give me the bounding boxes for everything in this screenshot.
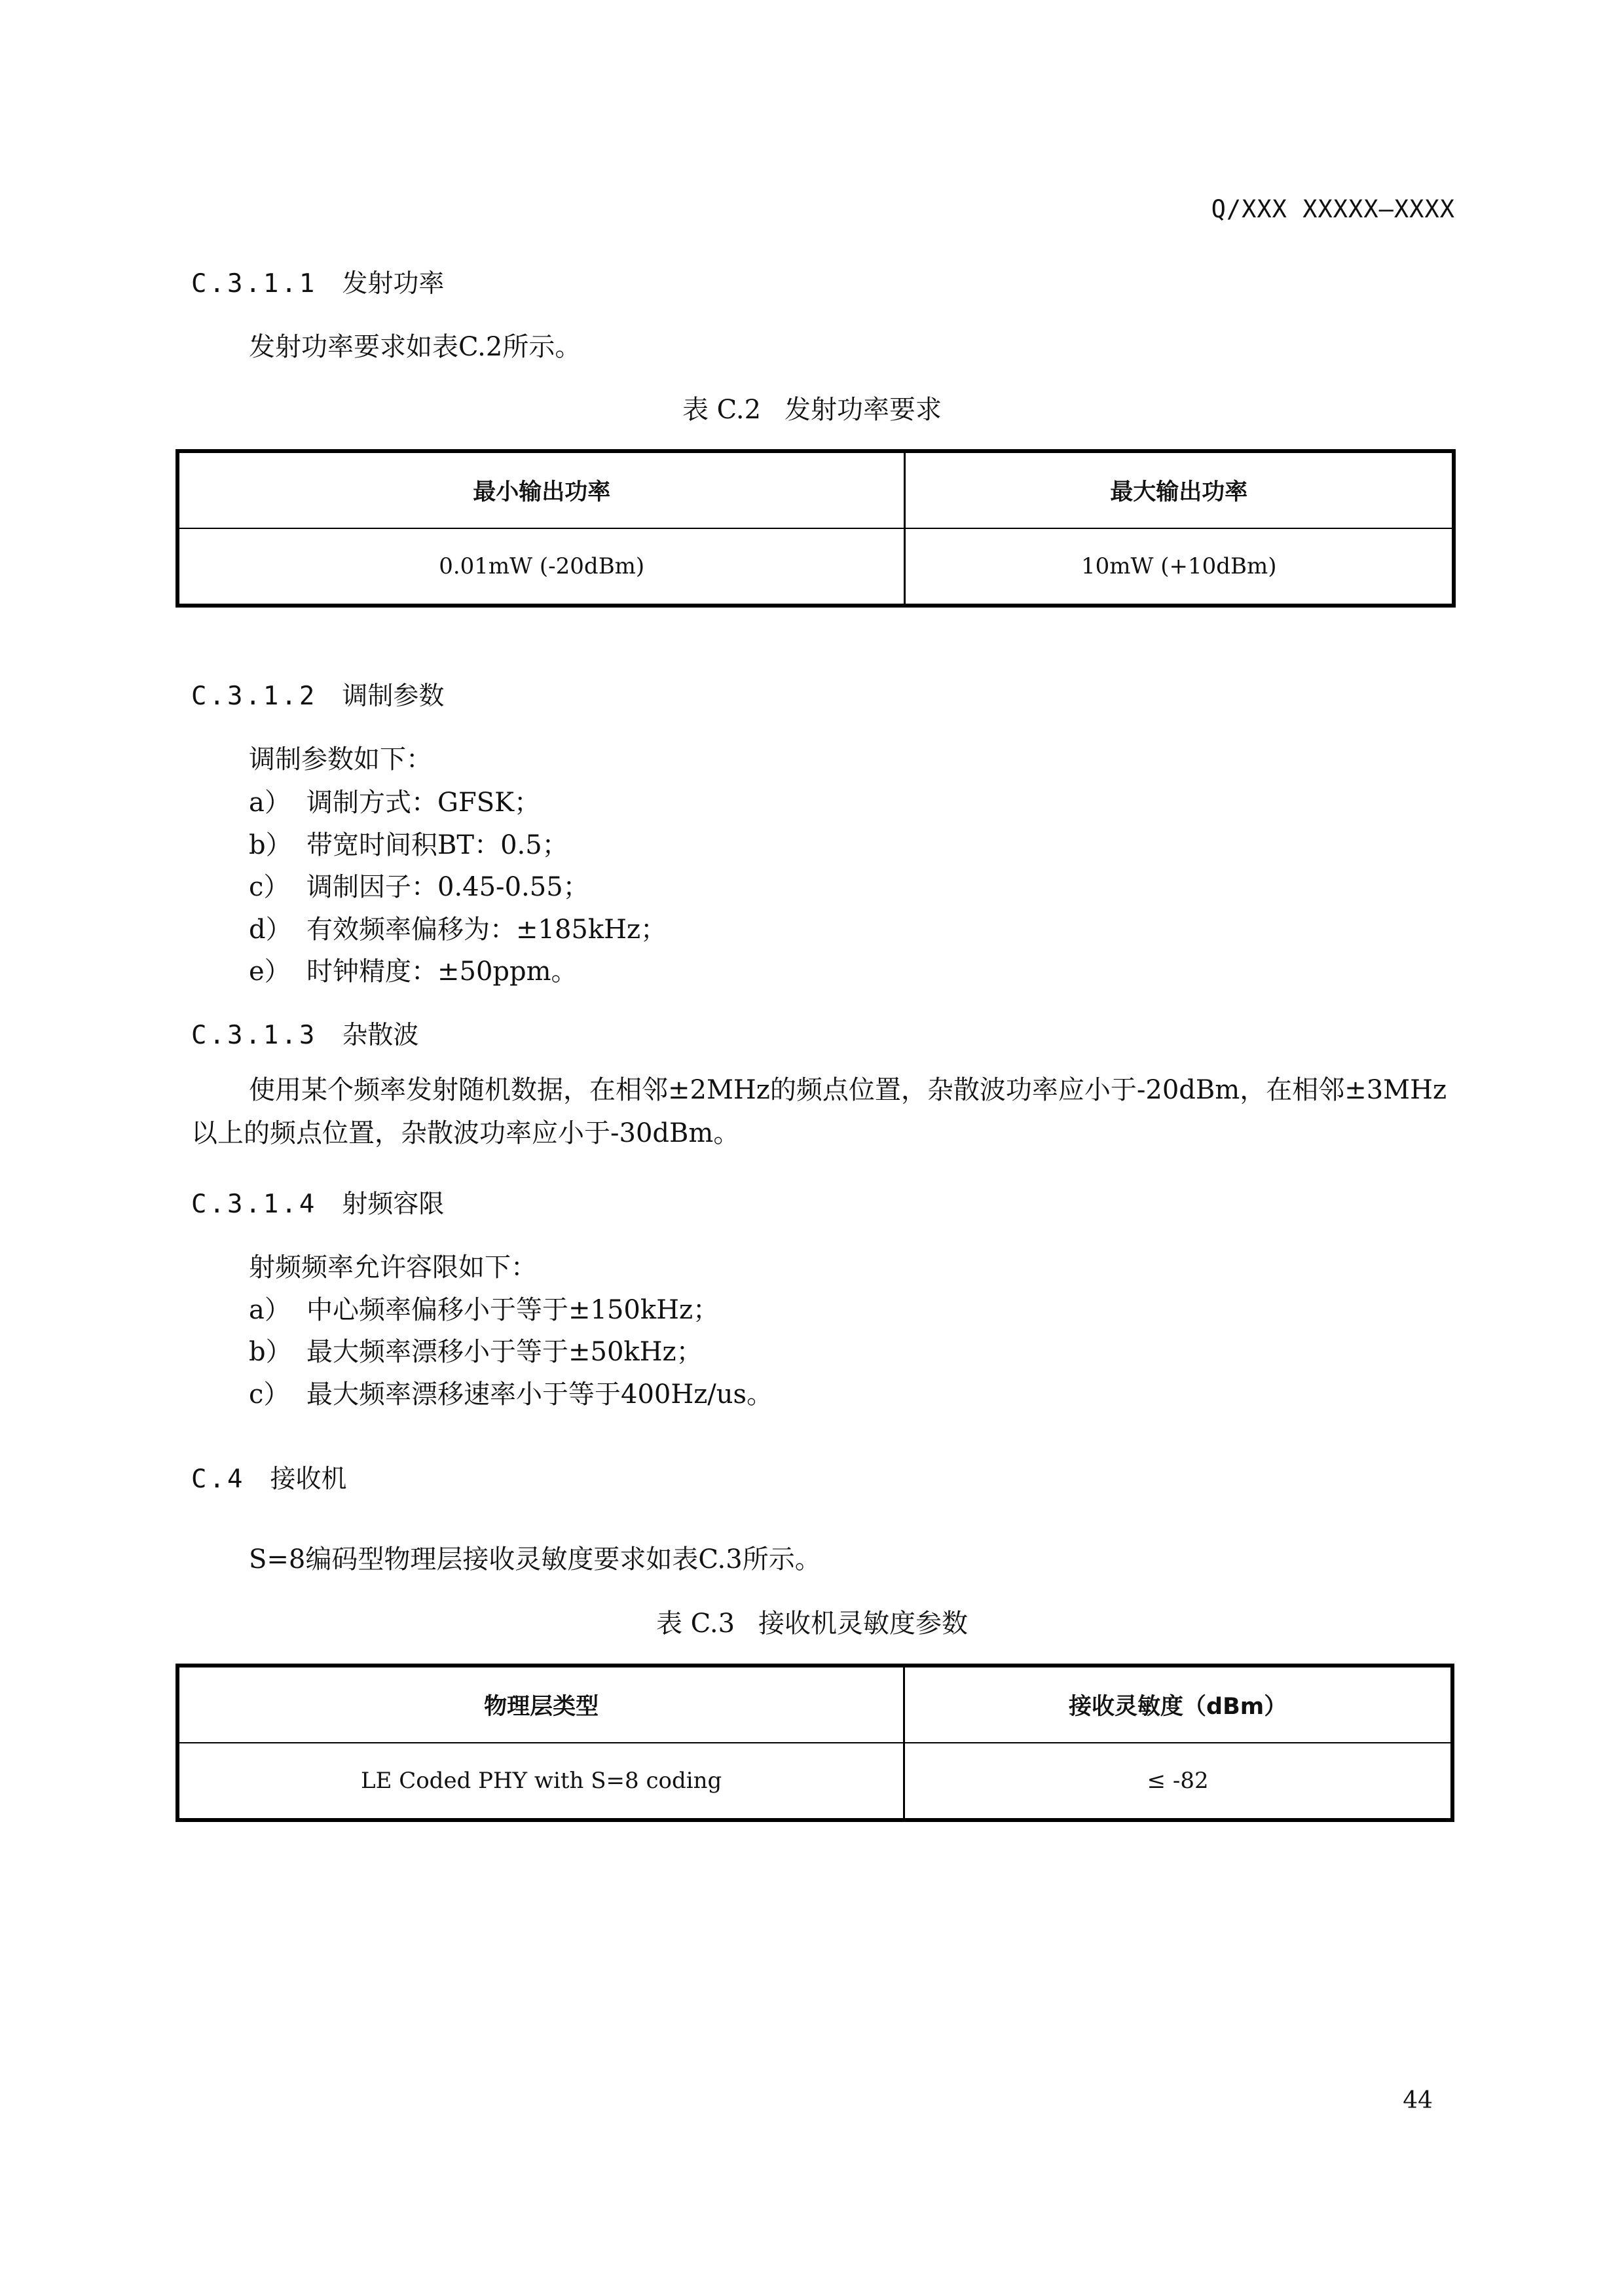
list-marker: a）: [249, 788, 291, 818]
section-title: 发射功率: [342, 269, 445, 299]
section-number: C.3.1.2: [191, 682, 318, 711]
list-marker: c）: [249, 872, 290, 902]
list-item: [249, 1331, 703, 1368]
paragraph-c313: 使用某个频率发射随机数据，在相邻±2MHz的频点位置，杂散波功率应小于-20dBm，在相邻±3MHz以上的频点位置，杂散波功率应小于-30dBm。: [191, 1075, 1447, 1148]
column-header: 接收灵敏度（dBm）: [904, 1666, 1452, 1743]
paragraph-c314-intro: 射频频率允许容限如下：: [249, 1252, 537, 1283]
list-marker: b）: [249, 1337, 292, 1367]
table-cell: ≤ -82: [904, 1743, 1452, 1820]
table-row: [177, 528, 1454, 606]
list-marker: a）: [249, 1295, 291, 1325]
table-cell: 0.01mW (-20dBm): [177, 528, 905, 606]
list-text: 最大频率漂移小于等于±50kHz；: [306, 1337, 703, 1367]
section-title: 射频容限: [342, 1190, 445, 1219]
list-text: 调制因子：0.45-0.55；: [306, 872, 589, 902]
section-number: C.4: [191, 1465, 246, 1494]
table-cell: LE Coded PHY with S=8 coding: [177, 1743, 904, 1820]
list-item: [249, 1289, 719, 1326]
table-caption-c2: [0, 389, 1624, 426]
section-title: 接收机: [270, 1465, 347, 1494]
column-header: 最大输出功率: [905, 451, 1454, 528]
table-transmit-power: [175, 449, 1456, 608]
paragraph-c311-intro: 发射功率要求如表C.2所示。: [249, 332, 581, 362]
list-marker: e）: [249, 957, 291, 987]
list-text: 有效频率偏移为：±185kHz；: [306, 915, 667, 945]
list-text: 中心频率偏移小于等于±150kHz；: [306, 1295, 720, 1325]
table-number: 表 C.2: [682, 395, 762, 425]
column-header: 物理层类型: [177, 1666, 904, 1743]
list-item: [249, 824, 568, 862]
page-number: 44: [1403, 2087, 1433, 2114]
section-heading-c4: [191, 1459, 346, 1495]
section-title: 杂散波: [342, 1021, 419, 1050]
paragraph-c4-intro: S=8编码型物理层接收灵敏度要求如表C.3所示。: [249, 1544, 821, 1575]
paragraph-c312-intro: 调制参数如下：: [249, 744, 432, 774]
section-heading-c313: [191, 1015, 418, 1051]
table-caption-c3: [0, 1603, 1624, 1640]
list-item: [249, 909, 667, 946]
document-id: Q/XXX XXXXX—XXXX: [1211, 195, 1455, 223]
list-text: 带宽时间积BT：0.5；: [306, 830, 568, 860]
table-title: 接收机灵敏度参数: [758, 1609, 969, 1639]
section-heading-c314: [191, 1184, 444, 1220]
column-header: 最小输出功率: [177, 451, 905, 528]
section-heading-c311: [191, 263, 444, 300]
table-cell: 10mW (+10dBm): [905, 528, 1454, 606]
table-row: [177, 1743, 1452, 1820]
section-number: C.3.1.1: [191, 269, 318, 299]
table-receiver-sensitivity: [175, 1664, 1454, 1822]
list-marker: d）: [249, 915, 292, 945]
list-text: 最大频率漂移速率小于等于400Hz/us。: [306, 1379, 773, 1410]
list-text: 调制方式：GFSK；: [306, 788, 540, 818]
list-item: [249, 951, 578, 988]
table-header-row: [177, 451, 1454, 528]
section-title: 调制参数: [342, 682, 445, 711]
section-number: C.3.1.4: [191, 1190, 318, 1219]
section-number: C.3.1.3: [191, 1021, 318, 1050]
list-item: [249, 866, 589, 903]
list-marker: b）: [249, 830, 292, 860]
table-number: 表 C.3: [655, 1609, 735, 1639]
list-text: 时钟精度：±50ppm。: [306, 957, 578, 987]
list-marker: c）: [249, 1379, 290, 1410]
table-header-row: [177, 1666, 1452, 1743]
section-heading-c312: [191, 676, 444, 712]
list-item: [249, 782, 540, 819]
table-title: 发射功率要求: [784, 395, 942, 425]
list-item: [249, 1374, 773, 1411]
